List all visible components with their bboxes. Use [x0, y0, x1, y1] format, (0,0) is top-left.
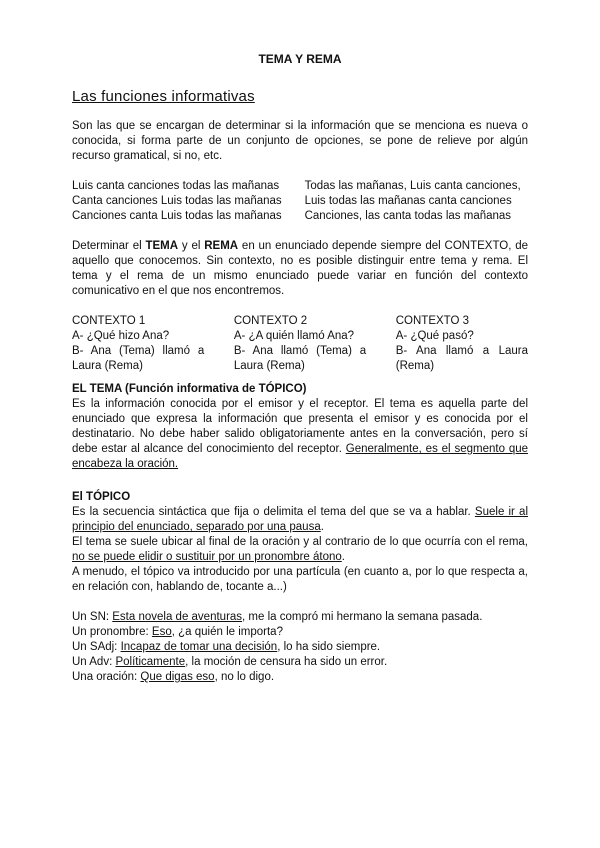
det-text-2: y el [178, 240, 205, 252]
det-text-1: Determinar el [72, 240, 146, 252]
example-line: Canciones canta Luis todas las mañanas [72, 210, 282, 222]
topico-paragraph-1 [72, 505, 528, 535]
example-rest: , la moción de censura ha sido un error. [185, 656, 388, 668]
topico-p1-end: . [320, 521, 324, 533]
example-topic: Políticamente [115, 656, 186, 668]
context-paragraph [72, 239, 528, 299]
topico-p1-text: Es la secuencia sintáctica que fija o delimita el tema del que se va a hablar. [72, 506, 475, 518]
example-topic: Eso [151, 626, 172, 638]
topico-paragraph-2 [72, 535, 528, 565]
context-answer: B- Ana llamó (Tema) a Laura (Rema) [233, 345, 367, 372]
det-text-3: en un enunciado depende siempre del CONTEXTO, de aquello que conocemos. Sin contexto, no es posible distinguir entre tema y rema. El tema y el rema de un mismo enunciado puede variar en función del contexto comunicativo en el que nos encontremos. [72, 240, 529, 297]
context-question: A- ¿A quién llamó Ana? [233, 330, 355, 342]
example-type: Un SAdj: [72, 641, 121, 653]
context-column [396, 314, 528, 374]
contexts-grid [72, 314, 528, 374]
topico-p1-underlined: Suele ir al principio del enunciado, separado por una pausa [72, 506, 529, 533]
topico-paragraph-3: A menudo, el tópico va introducido por una partícula (en cuanto a, por lo que respecta a, en relación con, hablando de, tocante a...) [72, 566, 528, 593]
intro-paragraph: Son las que se encargan de determinar si la información que se menciona es nueva o conocida, si forma parte de un conjunto de opciones, se pone de relieve por algún recurso gramatical, si no, etc. [72, 120, 528, 162]
topic-example [72, 670, 528, 685]
example-rest: , me la compró mi hermano la semana pasada. [242, 611, 483, 623]
rema-keyword: REMA [204, 240, 239, 252]
examples-grid [72, 179, 528, 224]
example-topic: Esta novela de aventuras [112, 611, 243, 623]
document-page [72, 52, 528, 685]
context-question: A- ¿Qué hizo Ana? [72, 330, 170, 342]
context-question: A- ¿Qué pasó? [395, 330, 474, 342]
topico-p2-underlined: no se puede elidir o sustituir por un pronombre átono [72, 551, 342, 563]
document-title: TEMA Y REMA [258, 52, 342, 66]
example-topic: Que digas eso [140, 671, 215, 683]
example-rest: , lo ha sido siempre. [277, 641, 381, 653]
context-answer: B- Ana (Tema) llamó a Laura (Rema) [72, 345, 205, 372]
context-answer: B- Ana llamó a Laura (Rema) [395, 345, 528, 372]
examples-left-column [72, 179, 295, 224]
example-line: Luis todas las mañanas canta canciones [304, 195, 512, 207]
topic-example [72, 610, 528, 625]
example-topic: Incapaz de tomar una decisión [120, 641, 278, 653]
topico-p2-end: . [341, 551, 345, 563]
topic-example [72, 640, 528, 655]
tema-heading: EL TEMA (Función informativa de TÓPICO) [72, 383, 307, 395]
example-type: Una oración: [72, 671, 141, 683]
example-line: Luis canta canciones todas las mañanas [72, 180, 280, 192]
example-type: Un pronombre: [72, 626, 152, 638]
context-label: CONTEXTO 1 [72, 315, 146, 327]
example-type: Un Adv: [72, 656, 116, 668]
example-rest: , ¿a quién le importa? [171, 626, 283, 638]
example-line: Canciones, las canta todas las mañanas [304, 210, 512, 222]
topic-examples-list [72, 610, 528, 685]
context-label: CONTEXTO 2 [233, 315, 308, 327]
tema-body: Es la información conocida por el emisor y el receptor. El tema es aquella parte del enunciado que expresa la información que presenta el emisor y es conocida por el destinatario. No debe haber salido obligatoriamente antes en la conversación, pero sí debe estar al alcance del conocimiento del receptor. [72, 398, 528, 455]
example-type: Un SN: [72, 611, 113, 623]
context-column [234, 314, 366, 374]
examples-right-column [305, 179, 528, 224]
example-rest: , no lo digo. [214, 671, 275, 683]
section-heading-funciones: Las funciones informativas [72, 88, 255, 105]
example-line: Todas las mañanas, Luis canta canciones, [304, 180, 521, 192]
topic-example [72, 625, 528, 640]
example-line: Canta canciones Luis todas las mañanas [72, 195, 282, 207]
topico-p2-text: El tema se suele ubicar al final de la oración y al contrario de lo que ocurría con el rema, [72, 536, 528, 548]
tema-keyword: TEMA [145, 240, 179, 252]
context-column [72, 314, 204, 374]
topic-example [72, 655, 528, 670]
context-label: CONTEXTO 3 [395, 315, 470, 327]
topico-heading: El TÓPICO [72, 491, 131, 503]
tema-paragraph [72, 397, 528, 472]
tema-underlined: Generalmente, es el segmento que encabeza la oración. [72, 443, 529, 470]
